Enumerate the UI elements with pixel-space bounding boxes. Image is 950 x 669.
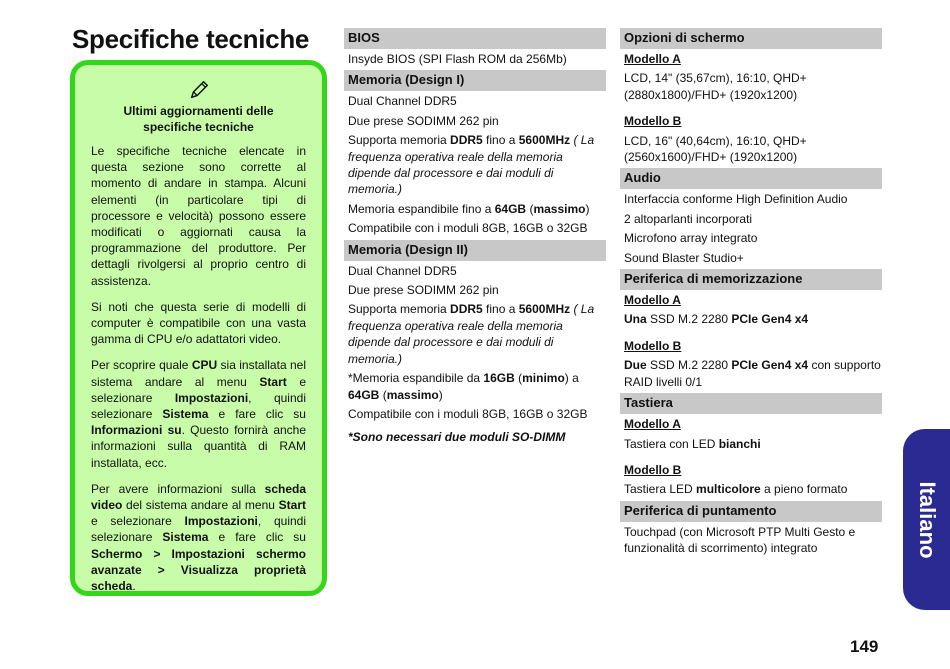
spec-item <box>344 263 606 279</box>
text-run: Modello A <box>624 52 681 66</box>
bold-text: Una <box>624 312 647 327</box>
italic-text: ( La frequenza operativa reale della memoria dipende dal processore e dai moduli di memoria.) <box>348 302 595 366</box>
text-run: ) <box>585 201 590 216</box>
model-label <box>620 416 882 432</box>
spec-item <box>620 191 882 207</box>
text-run: fino a <box>482 302 519 317</box>
note-paragraph <box>91 143 306 289</box>
bold-text: Impostazioni <box>174 390 249 405</box>
note-paragraph <box>91 357 306 470</box>
spec-item <box>620 133 882 166</box>
section-header: Periferica di puntamento <box>620 501 882 522</box>
text-run: *Memoria espandibile da <box>348 371 484 386</box>
spec-item <box>344 51 606 67</box>
spec-item <box>620 311 882 327</box>
bold-text: Start <box>259 374 287 389</box>
bold-text: Sistema <box>162 530 209 545</box>
text-run: Per avere informazioni sulla <box>91 481 265 496</box>
bold-text: 5600MHz <box>518 302 571 317</box>
italic-text: ( La frequenza operativa reale della memoria dipende dal processore e dai moduli di memoria.) <box>348 133 595 197</box>
spec-item <box>344 220 606 236</box>
bold-text: Sistema <box>162 407 209 422</box>
text-run: ( <box>514 371 523 386</box>
text-run: LCD, 16" (40,64cm), 16:10, QHD+ (2560x1600)/FHD+ (1920x1200) <box>624 133 807 165</box>
model-label <box>620 462 882 478</box>
section-header: Tastiera <box>620 393 882 414</box>
bold-text: massimo <box>386 387 439 402</box>
bold-text: DDR5 <box>450 133 483 148</box>
text-run: Modello B <box>624 338 682 353</box>
note-paragraph <box>91 299 306 348</box>
bold-text: 64GB <box>348 387 380 402</box>
text-run: Interfaccia conforme High Definition Audio <box>624 192 848 207</box>
text-run: ) <box>438 387 443 402</box>
note-paragraphs <box>91 143 306 594</box>
text-run: e selezionare <box>91 374 306 405</box>
text-run: fino a <box>482 133 519 148</box>
text-run: Modello A <box>624 293 681 308</box>
text-run: *Sono necessari due moduli SO-DIMM <box>348 430 566 445</box>
language-tab-label: Italiano <box>914 480 940 559</box>
text-run: Supporta memoria <box>348 302 451 317</box>
spec-item <box>620 357 882 390</box>
text-run: Compatibile con i moduli 8GB, 16GB o 32GB <box>348 406 588 421</box>
update-note-box <box>70 60 327 596</box>
text-run: del sistema andare al menu <box>122 498 279 513</box>
model-label <box>620 51 882 67</box>
text-run: con supporto RAID livelli 0/1 <box>624 358 881 389</box>
spec-item <box>620 250 882 266</box>
text-run: Dual Channel DDR5 <box>348 263 457 278</box>
spec-item <box>620 70 882 103</box>
text-run: Si noti che questa serie di modelli di computer è compatibile con una vasta gamma di CPU e/o adattatori video. <box>91 299 306 347</box>
bold-text: Informazioni su <box>91 423 182 438</box>
note-heading: Ultimi aggiornamenti delle specifiche tecniche <box>123 104 274 134</box>
model-label <box>620 113 882 129</box>
text-run: ( <box>379 387 387 402</box>
text-run: ) a <box>564 371 579 386</box>
text-run: sia installata nel sistema andare al menu <box>91 358 306 389</box>
specs-column-right <box>620 28 882 560</box>
text-run: Compatibile con i moduli 8GB, 16GB o 32GB <box>348 221 588 236</box>
model-label <box>620 292 882 308</box>
page-title: Specifiche tecniche <box>72 24 310 54</box>
text-run: SSD M.2 2280 <box>646 358 732 373</box>
text-run: Tastiera LED <box>624 482 697 497</box>
footnote <box>344 430 606 444</box>
spec-item <box>344 93 606 109</box>
spec-item <box>620 211 882 227</box>
text-run: ( <box>526 201 534 216</box>
text-run: Due prese SODIMM 262 pin <box>348 283 499 298</box>
language-tab <box>903 429 950 610</box>
section-header: Memoria (Design I) <box>344 70 606 91</box>
text-run: Memoria espandibile fino a <box>348 201 495 216</box>
text-run: . <box>132 579 136 594</box>
bold-text: multicolore <box>696 482 761 497</box>
text-run: Modello B <box>624 462 682 477</box>
text-run: , quindi selezionare <box>91 514 306 545</box>
page-number: 149 <box>850 637 879 656</box>
spec-item <box>344 301 606 367</box>
bold-text: DDR5 <box>450 302 483 317</box>
section-header: Periferica di memorizzazione <box>620 269 882 290</box>
text-run: Le specifiche tecniche elencate in questa sezione sono corrette al momento di andare in stampa. Alcuni elementi (in particolare tipi di processore e velocità) possono essere modificati o aggiornati causa la programmazione del produttore. Per dettagli rivolgersi al proprio centro di assistenza. <box>91 144 306 288</box>
spec-item <box>620 436 882 452</box>
bold-text: 5600MHz <box>518 133 571 148</box>
text-run: e fare clic su <box>208 530 306 545</box>
text-run: Microfono array integrato <box>624 231 758 246</box>
text-run: Insyde BIOS (SPI Flash ROM da 256Mb) <box>348 52 567 66</box>
bold-text: Start <box>278 498 306 513</box>
section-header: Opzioni di schermo <box>620 28 882 49</box>
bold-text: scheda video <box>91 481 306 513</box>
spec-item <box>620 230 882 246</box>
text-run: . Questo fornirà anche informazioni sulla quantità di RAM installata, ecc. <box>91 423 307 470</box>
text-run: Tastiera con LED <box>624 436 719 451</box>
text-run: Sound Blaster Studio+ <box>624 250 744 265</box>
bold-text: Due <box>624 358 647 373</box>
text-run: Modello B <box>624 114 682 129</box>
spec-item <box>620 524 882 557</box>
bold-text: 64GB <box>494 201 527 216</box>
text-run: , quindi selezionare <box>91 390 306 422</box>
text-run: Per scoprire quale <box>91 358 192 373</box>
bold-text: PCIe Gen4 x4 <box>731 312 809 327</box>
specs-column-left <box>344 28 606 444</box>
bold-text: bianchi <box>718 436 761 451</box>
text-run: e selezionare <box>91 514 185 529</box>
section-header: Memoria (Design II) <box>344 240 606 261</box>
spec-item <box>344 370 606 403</box>
text-run: 2 altoparlanti incorporati <box>624 211 753 226</box>
text-run: a pieno formato <box>760 482 848 497</box>
bold-text: minimo <box>522 371 565 386</box>
text-run: SSD M.2 2280 <box>646 312 732 327</box>
text-run: LCD, 14" (35,67cm), 16:10, QHD+ (2880x1800)/FHD+ (1920x1200) <box>624 71 807 102</box>
text-run: Dual Channel DDR5 <box>348 94 457 109</box>
text-run: Supporta memoria <box>348 133 451 148</box>
bold-text: Impostazioni <box>184 514 258 529</box>
text-run: Touchpad (con Microsoft PTP Multi Gesto e funzionalità di scorrimento) integrato <box>624 524 856 556</box>
spec-item <box>344 406 606 422</box>
bold-text: CPU <box>191 358 218 373</box>
spec-item <box>344 132 606 198</box>
spec-item <box>620 481 882 497</box>
note-paragraph <box>91 481 306 594</box>
spec-item <box>344 201 606 217</box>
model-label <box>620 338 882 354</box>
text-run: Due prese SODIMM 262 pin <box>348 113 499 128</box>
section-header: BIOS <box>344 28 606 49</box>
spec-item <box>344 113 606 129</box>
section-header: Audio <box>620 168 882 189</box>
bold-text: massimo <box>533 201 586 216</box>
bold-text: PCIe Gen4 x4 <box>731 358 809 373</box>
pencil-icon <box>188 79 210 101</box>
text-run: e fare clic su <box>208 407 306 422</box>
bold-text: Schermo > Impostazioni schermo avanzate > Visualizza proprietà scheda <box>91 546 306 594</box>
spec-item <box>344 282 606 298</box>
bold-text: 16GB <box>483 371 515 386</box>
text-run: Modello A <box>624 417 681 432</box>
